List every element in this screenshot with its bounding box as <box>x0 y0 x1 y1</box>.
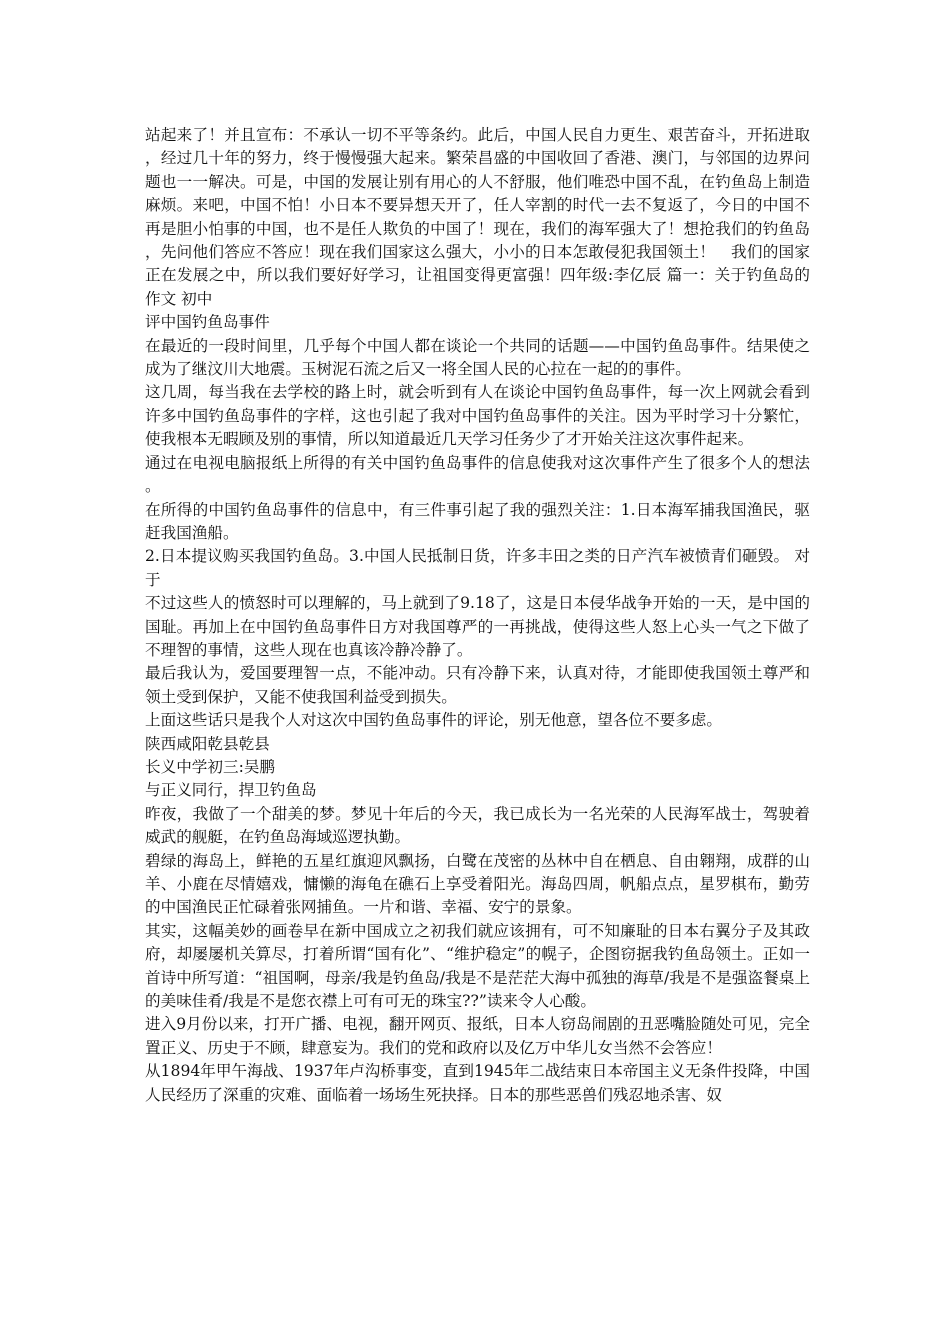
paragraph: 碧绿的海岛上，鲜艳的五星红旗迎风飘扬，白鹭在茂密的丛林中自在栖息、自由翱翔，成群的山羊、小鹿在尽情嬉戏，慵懒的海龟在礁石上享受着阳光。海岛四周，帆船点点，星罗棋布，勤劳的中国渔民正忙碌着张网捕鱼。一片和谐、幸福、安宁的景象。 <box>145 851 810 917</box>
paragraph: 最后我认为，爱国要理智一点，不能冲动。只有冷静下来，认真对待，才能即使我国领土尊严和领土受到保护，又能不使我国利益受到损失。 <box>145 664 810 706</box>
section-heading: 评中国钓鱼岛事件 <box>145 313 270 332</box>
paragraph: 昨夜，我做了一个甜美的梦。梦见十年后的今天，我已成长为一名光荣的人民海军战士，驾驶着威武的舰艇，在钓鱼岛海域巡逻执勤。 <box>145 804 810 847</box>
paragraph: 不过这些人的愤怒时可以理解的，马上就到了9.18了，这是日本侵华战争开始的一天，是中国的国耻。再加上在中国钓鱼岛事件日方对我国尊严的一再挑战，使得这些人怒上心头一气之下做了不理智的事情，这些人现在也真该冷静冷静了。 <box>145 594 810 659</box>
paragraph: 通过在电视电脑报纸上所得的有关中国钓鱼岛事件的信息使我对这次事件产生了很多个人的想法。 <box>145 453 810 496</box>
author-name: 长义中学初三:吴鹏 <box>145 757 276 776</box>
paragraph: 其实，这幅美妙的画卷早在新中国成立之初我们就应该拥有，可不知廉耻的日本右翼分子及其政府，却屡屡机关算尽，打着所谓“国有化”、“维护稳定”的幌子，企图窃据我钓鱼岛领土。正如一首诗中所写道：“祖国啊，母亲/我是钓鱼岛/我是不是茫茫大海中孤独的海草/我是不是强盗餐桌上的美味佳肴/我是不是您衣襟上可有可无的珠宝??”读来令人心酸。 <box>145 921 810 1011</box>
paragraph: 进入9月份以来，打开广播、电视，翻开网页、报纸，日本人窃岛闹剧的丑恶嘴脸随处可见，完全置正义、历史于不顾，肆意妄为。我们的党和政府以及亿万中华儿女当然不会答应！ <box>145 1015 810 1057</box>
author-location: 陕西咸阳乾县乾县 <box>145 734 270 753</box>
section-heading: 与正义同行，捍卫钓鱼岛 <box>145 781 317 800</box>
paragraph: 上面这些话只是我个人对这次中国钓鱼岛事件的评论，别无他意，望各位不要多虑。 <box>145 711 722 730</box>
document-body <box>145 124 810 1107</box>
paragraph: 在所得的中国钓鱼岛事件的信息中，有三件事引起了我的强烈关注：1.日本海军捕我国渔民，驱赶我国渔船。 <box>145 500 810 542</box>
paragraph: 在最近的一段时间里，几乎每个中国人都在谈论一个共同的话题——中国钓鱼岛事件。结果使之成为了继汶川大地震。玉树泥石流之后又一将全国人民的心拉在一起的的事件。 <box>145 336 810 379</box>
paragraph: 2.日本提议购买我国钓鱼岛。3.中国人民抵制日货，许多丰田之类的日产汽车被愤青们砸毁。 对于 <box>145 547 810 589</box>
paragraph: 从1894年甲午海战、1937年卢沟桥事变，直到1945年二战结束日本帝国主义无条件投降，中国人民经历了深重的灾难、面临着一场场生死抉择。日本的那些恶兽们残忍地杀害、奴 <box>145 1062 810 1104</box>
paragraph: 站起来了！并且宣布：不承认一切不平等条约。此后，中国人民自力更生、艰苦奋斗，开拓进取，经过几十年的努力，终于慢慢强大起来。繁荣昌盛的中国收回了香港、澳门，与邻国的边界问题也一一解决。可是，中国的发展让别有用心的人不舒服，他们唯恐中国不乱，在钓鱼岛上制造麻烦。来吧，中国不怕！小日本不要异想天开了，任人宰割的时代一去不复返了，今日的中国不再是胆小怕事的中国，也不是任人欺负的中国了！现在，我们的海军强大了！想抢我们的钓鱼岛，先问他们答应不答应！现在我们国家这么强大，小小的日本怎敢侵犯我国领土！ 我们的国家正在发展之中，所以我们要好好学习，让祖国变得更富强！四年级:李亿辰 篇一：关于钓鱼岛的作文 初中 <box>145 126 810 308</box>
paragraph: 这几周，每当我在去学校的路上时，就会听到有人在谈论中国钓鱼岛事件，每一次上网就会看到许多中国钓鱼岛事件的字样，这也引起了我对中国钓鱼岛事件的关注。因为平时学习十分繁忙，使我根本无暇顾及别的事情，所以知道最近几天学习任务少了才开始关注这次事件起来。 <box>145 383 810 449</box>
